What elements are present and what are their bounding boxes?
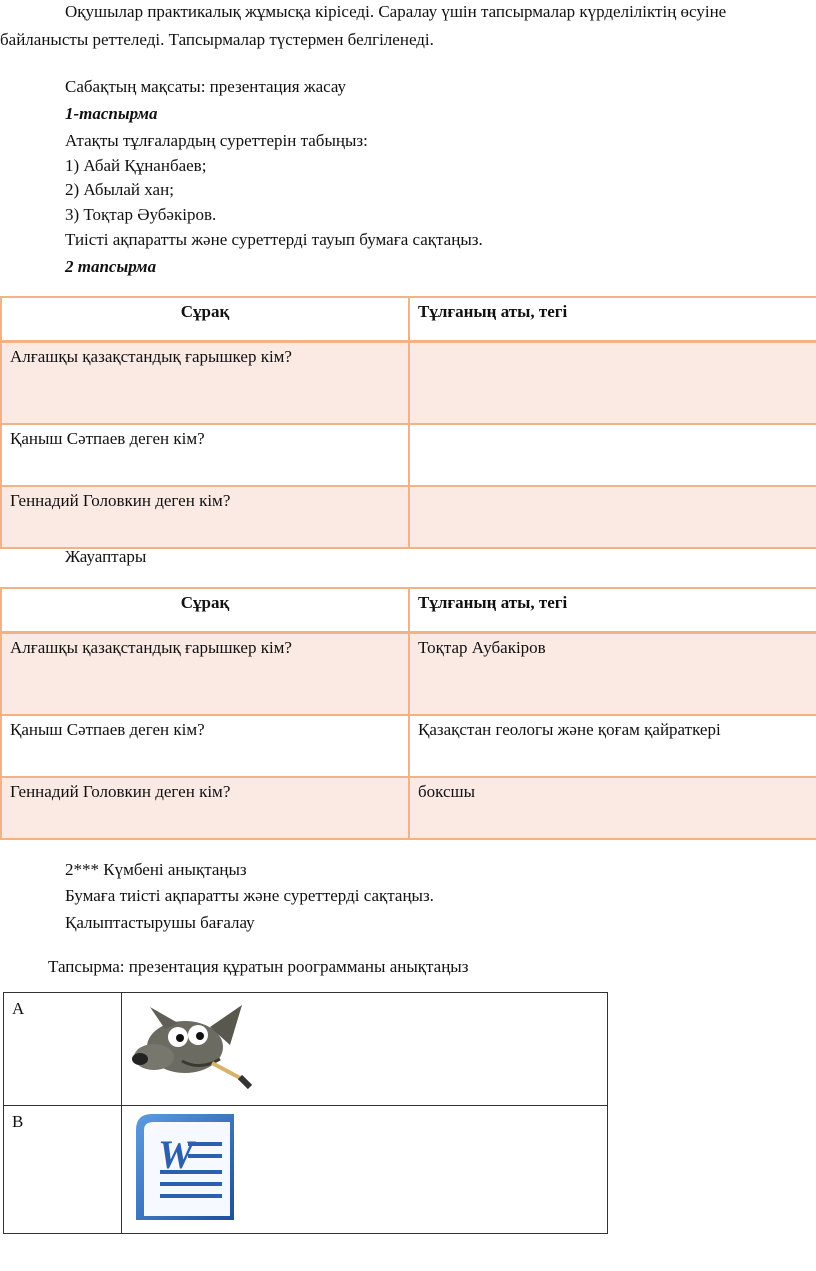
answer-cell[interactable] — [409, 342, 816, 425]
option-label: A — [4, 993, 122, 1106]
answer-cell[interactable] — [409, 486, 816, 548]
intro-line-1: Оқушылар практикалық жұмысқа кіріседі. Саралау үшін тапсырмалар күрделіліктің өсуіне — [65, 2, 727, 21]
table-row — [4, 993, 608, 1106]
answer-cell: боксшы — [409, 777, 816, 839]
question-cell: Қаныш Сәтпаев деген кім? — [1, 424, 409, 486]
header-question: Сұрақ — [1, 588, 409, 633]
table-header-row — [1, 297, 816, 342]
task3-line-4: Тапсырма: презентация құратын роограмманы анықтаңыз — [48, 957, 469, 976]
table-header-row — [1, 588, 816, 633]
question-cell: Алғашқы қазақстандық ғарышкер кім? — [1, 633, 409, 716]
question-cell: Геннадий Головкин деген кім? — [1, 777, 409, 839]
answers-label: Жауаптары — [65, 547, 147, 566]
table-row — [1, 486, 816, 548]
table-row — [1, 424, 816, 486]
answers-table — [0, 587, 816, 840]
answer-cell[interactable] — [409, 424, 816, 486]
task2-title: 2 тапсырма — [65, 257, 157, 276]
programs-table — [3, 992, 608, 1234]
answer-cell: Тоқтар Аубакіров — [409, 633, 816, 716]
task1-note: Тиісті ақпаратты және суреттерді тауып бумаға сақтаңыз. — [65, 230, 483, 249]
task3-line-1: 2*** Күмбені анықтаңыз — [65, 860, 247, 879]
table-row — [1, 633, 816, 716]
header-person: Тұлғаның аты, тегі — [409, 588, 816, 633]
word-logo-icon — [130, 1112, 245, 1222]
answer-cell: Қазақстан геологы және қоғам қайраткері — [409, 715, 816, 777]
option-image-cell — [122, 993, 608, 1106]
svg-text:W: W — [158, 1132, 194, 1177]
table-row — [1, 715, 816, 777]
question-cell: Геннадий Головкин деген кім? — [1, 486, 409, 548]
table-row — [1, 777, 816, 839]
task3-line-2: Бумаға тиісті ақпаратты және суреттерді сақтаңыз. — [65, 886, 434, 905]
task1-text: Атақты тұлғалардың суреттерін табыңыз: — [65, 131, 368, 150]
intro-line-2: байланысты реттеледі. Тапсырмалар түстермен белгіленеді. — [0, 30, 434, 49]
task3-line-3: Қалыптастырушы бағалау — [65, 913, 255, 932]
header-person: Тұлғаның аты, тегі — [409, 297, 816, 342]
gimp-logo-icon — [130, 999, 260, 1094]
header-question: Сұрақ — [1, 297, 409, 342]
questions-table — [0, 296, 816, 549]
task1-item-1: 1) Абай Құнанбаев; — [65, 156, 207, 175]
table-row — [1, 342, 816, 425]
option-label: B — [4, 1106, 122, 1234]
task1-item-3: 3) Тоқтар Әубәкіров. — [65, 205, 217, 224]
option-image-cell — [122, 1106, 608, 1234]
lesson-goal: Сабақтың мақсаты: презентация жасау — [65, 77, 347, 96]
question-cell: Алғашқы қазақстандық ғарышкер кім? — [1, 342, 409, 425]
task1-item-2: 2) Абылай хан; — [65, 180, 174, 199]
table-row — [4, 1106, 608, 1234]
task1-title: 1-таспырма — [65, 104, 158, 123]
question-cell: Қаныш Сәтпаев деген кім? — [1, 715, 409, 777]
